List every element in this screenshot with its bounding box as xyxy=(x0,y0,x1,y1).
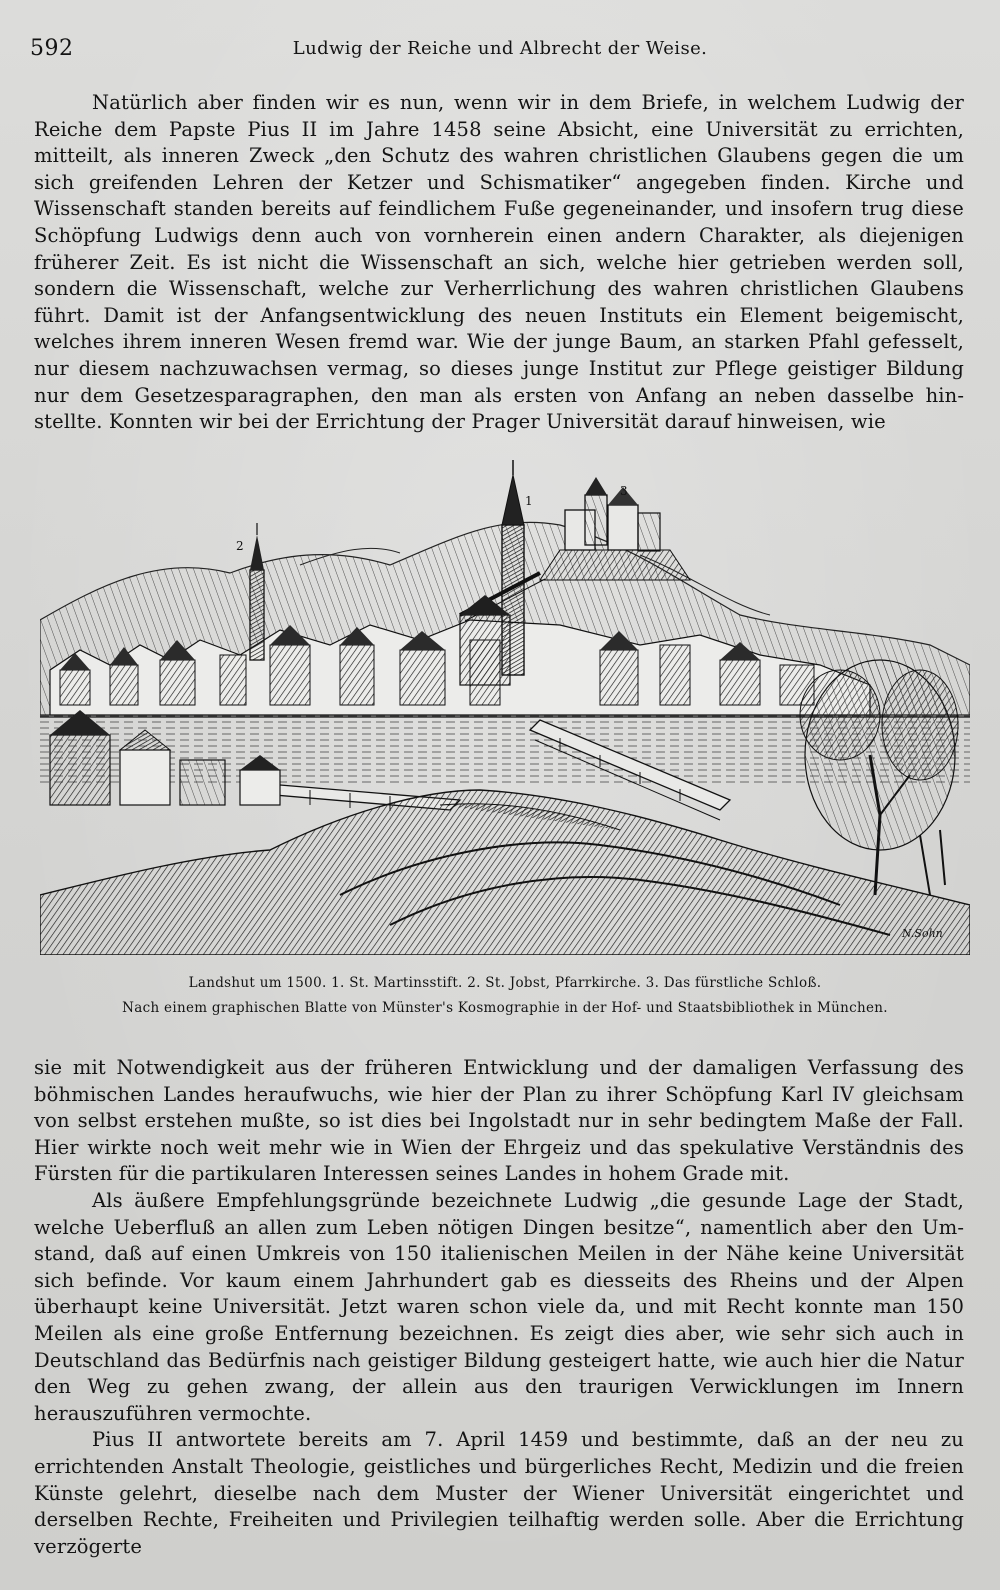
body-text-top xyxy=(34,90,964,436)
st-jobst-tower xyxy=(250,523,264,660)
figure-caption-line-1: Landshut um 1500. 1. St. Martinsstift. 2. St. Jobst, Pfarrkirche. 3. Das fürstliche Schloß. xyxy=(188,975,822,991)
body-text-bottom xyxy=(34,1055,964,1560)
paragraph: Als äußere Empfehlungsgründe bezeichnete Ludwig „die gesunde Lage der Stadt, welche Ueberfluß an allen zum Leben nötigen Dingen besitze“, namentlich aber den Umstand, daß auf einen Umkreis von 150 italienischen Meilen in der Nähe keine Universität sich befinde. Vor kaum einem Jahrhundert gab es diesseits des Rheins und der Alpen überhaupt keine Universität. Jetzt waren schon viele da, und mit Recht konnte man 150 Meilen als eine große Entfernung bezeichnen. Es zeigt dies aber, wie sehr sich auch in Deutschland das Bedürfnis nach geistiger Bildung gesteigert hatte, wie auch hier die Natur den Weg zu gehen zwang, der allein aus den traurigen Verwicklungen im Innern herauszuführen vermochte. xyxy=(34,1188,964,1425)
paragraph: Pius II antwortete bereits am 7. April 1459 und bestimmte, daß an der neu zu errichtenden Anstalt Theologie, geistliches und bürgerliches Recht, Medizin und die freien Künste gelehrt, dieselbe nach dem Muster der Wiener Universität eingerichtet und derselben Rechte, Freiheiten und Privilegien teilhaftig werden solle. Aber die Errichtung verzögerte xyxy=(34,1428,964,1558)
paragraph: Natürlich aber finden wir es nun, wenn wir in dem Briefe, in welchem Ludwig der Reiche dem Papste Pius II im Jahre 1458 seine Absicht, eine Universität zu errichten, mitteilt, als inneren Zweck „den Schutz des wahren christlichen Glaubens gegen die um sich greifenden Lehren der Ketzer und Schismatiker“ angegeben finden. Kirche und Wissenschaft standen bereits auf feindlichem Fuße gegeneinander, und insofern trug diese Schöpfung Ludwigs denn auch von vornherein einen andern Charakter, als diejenigen früherer Zeit. Es ist nicht die Wissenschaft an sich, welche hier getrieben werden soll, sondern die Wissenschaft, welche zur Verherrlichung des wahren christlichen Glaubens führt. Damit ist der Anfangsentwicklung des neuen Instituts ein Element beigemischt, welches ihrem inneren Wesen fremd war. Wie der junge Baum, an starken Pfahl gefesselt, nur diesem nachzuwachsen vermag, so dieses junge Institut zur Pflege geistiger Bildung nur dem Gesetzesparagraphen, den man als ersten von Anfang an neben dasselbe hinstellte. Konnten wir bei der Errichtung der Prager Universität darauf hinweisen, wie xyxy=(34,91,964,434)
page-header xyxy=(30,36,970,66)
engraving-illustration xyxy=(40,455,970,955)
page-number: 592 xyxy=(30,36,74,61)
artist-signature: N.Sohn xyxy=(902,927,943,940)
marker-1: 1 xyxy=(525,494,533,508)
tree xyxy=(800,660,958,895)
running-head: Ludwig der Reiche und Albrecht der Weise. xyxy=(292,38,708,59)
marker-2: 2 xyxy=(236,539,244,553)
figure-caption-line-2: Nach einem graphischen Blatte von Münster's Kosmographie in der Hof- und Staatsbibliothek in München. xyxy=(122,1000,888,1016)
paragraph: sie mit Notwendigkeit aus der früheren Entwicklung und der damaligen Verfassung des böhmischen Landes heraufwuchs, wie hier der Plan zu ihrer Schöpfung Karl IV gleichsam von selbst erstehen mußte, so ist dies bei Ingolstadt nur in sehr bedingtem Maße der Fall. Hier wirkte noch weit mehr wie in Wien der Ehrgeiz und das spekulative Verständnis des Fürsten für die partikularen Interessen seines Landes in hohem Grade mit. xyxy=(34,1056,964,1186)
landshut-engraving xyxy=(40,455,970,955)
marker-3: 3 xyxy=(620,484,628,498)
